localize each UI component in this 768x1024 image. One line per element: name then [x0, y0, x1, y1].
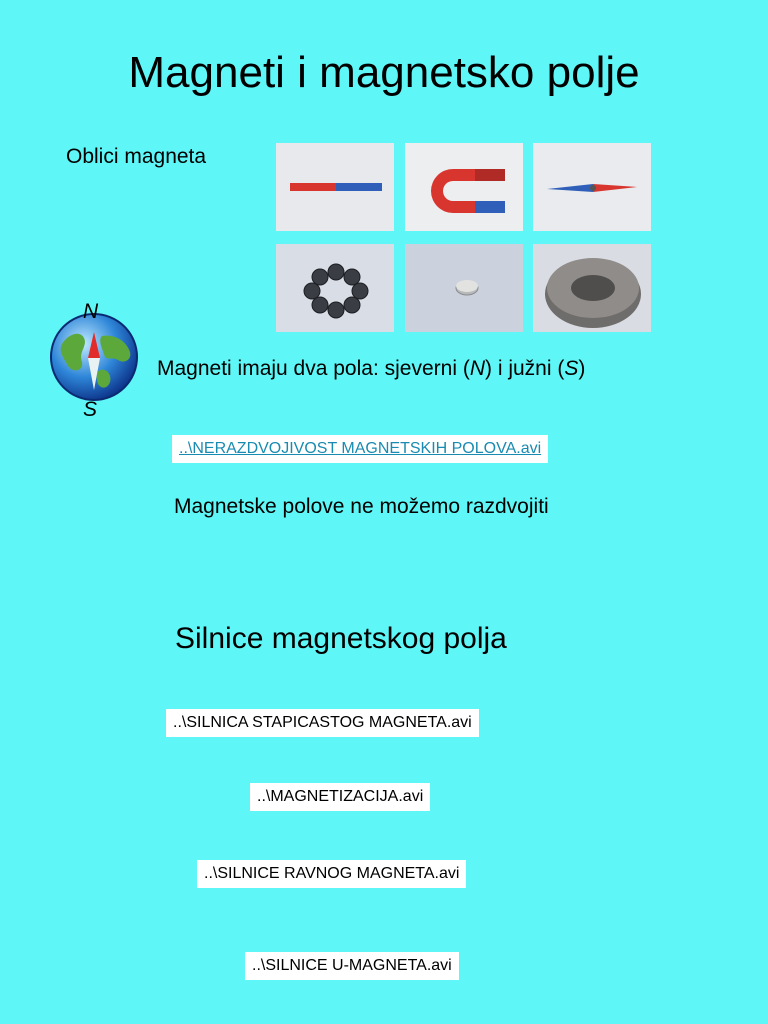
disc-magnet-photo	[405, 244, 523, 332]
globe-south-label: S	[83, 398, 98, 421]
poles-sentence: Magneti imaju dva pola: sjeverni (N) i južni (S)	[157, 357, 586, 380]
bar-magnet-photo	[276, 143, 394, 231]
inseparable-poles-link-text[interactable]: ..\NERAZDVOJIVOST MAGNETSKIH POLOVA.avi	[179, 440, 542, 457]
ring-magnet-photo	[533, 244, 651, 332]
video-link-flat-magnet[interactable]: ..\SILNICE RAVNOG MAGNETA.avi	[197, 860, 466, 888]
magnet-shapes-label: Oblici magneta	[66, 145, 207, 168]
magnet-photo-grid	[276, 143, 651, 332]
ball-magnets-photo	[276, 244, 394, 332]
needle-magnet-photo	[533, 143, 651, 231]
page-title: Magneti i magnetsko polje	[128, 48, 640, 97]
video-link-bar-magnet[interactable]: ..\SILNICA STAPICASTOG MAGNETA.avi	[166, 709, 479, 737]
inseparable-poles-video-link[interactable]	[172, 435, 548, 463]
video-link-magnetization[interactable]: ..\MAGNETIZACIJA.avi	[250, 783, 430, 811]
video-link-u-magnet[interactable]: ..\SILNICE U-MAGNETA.avi	[245, 952, 459, 980]
globe-north-label: N	[83, 300, 99, 323]
globe-compass-icon	[48, 300, 140, 424]
north-pole-letter: N	[469, 357, 485, 380]
horseshoe-magnet-photo	[405, 143, 523, 231]
field-lines-heading: Silnice magnetskog polja	[175, 622, 507, 655]
south-pole-letter: S	[564, 357, 579, 380]
cannot-separate-text: Magnetske polove ne možemo razdvojiti	[174, 495, 549, 518]
